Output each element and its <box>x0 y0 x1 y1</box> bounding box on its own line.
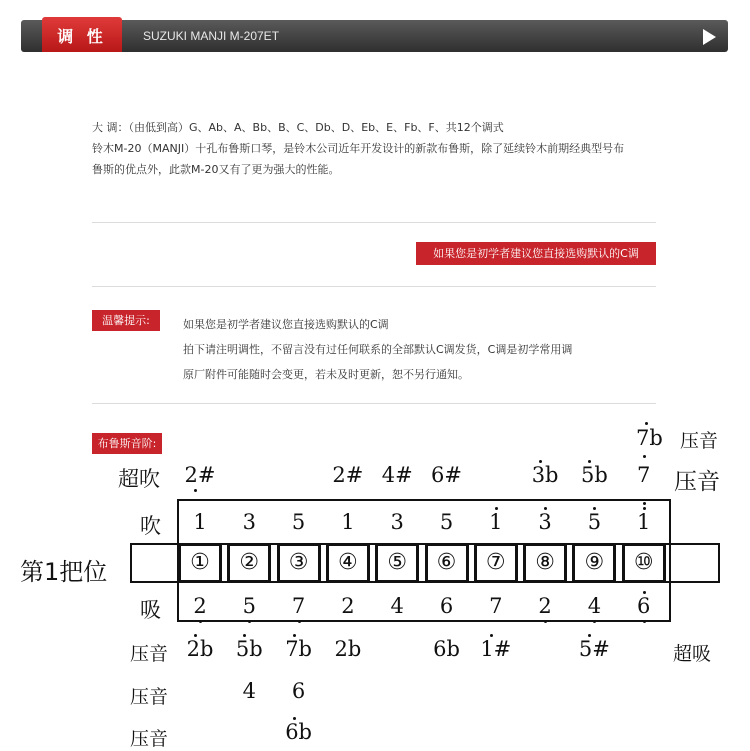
draw-note: 2 <box>341 594 355 618</box>
blow-note: 1 <box>341 510 355 534</box>
overblow-note: 5b <box>580 463 608 487</box>
draw-label: 吸 <box>140 598 161 622</box>
overblow-note: 6# <box>431 463 462 487</box>
hole-number: ⑥ <box>436 550 457 575</box>
note-dot <box>643 507 646 510</box>
blow-note: 1 <box>489 510 503 534</box>
draw-note: 2 <box>193 594 207 618</box>
draw-note: 6 <box>637 594 651 618</box>
divider <box>92 286 656 287</box>
hole-number: ① <box>190 550 210 575</box>
blues-scale-label: 布鲁斯音阶: <box>92 433 162 454</box>
divider <box>92 403 656 404</box>
hole-number: ⑤ <box>387 550 408 575</box>
play-icon[interactable] <box>703 29 716 45</box>
overdraw-label: 超吸 <box>673 643 712 665</box>
note-dot <box>293 717 296 720</box>
hole-9 <box>572 543 616 583</box>
bend1-note: 2b <box>186 637 214 661</box>
blow-note: 5 <box>291 510 306 534</box>
note-dot <box>490 634 493 637</box>
tip-line-3: 原厂附件可能随时会变更，若未及时更新，恕不另行通知。 <box>183 368 469 381</box>
note-dot <box>645 422 648 425</box>
bend1-note: 1# <box>480 637 512 661</box>
draw-note: 2 <box>538 594 552 618</box>
note-dot <box>643 502 646 505</box>
bend-label-3: 压音 <box>130 728 169 750</box>
blow-note: 3 <box>242 510 256 534</box>
bend-label-2: 压音 <box>130 686 169 708</box>
tip-line-1: 如果您是初学者建议您直接选购默认的C调 <box>183 318 389 331</box>
hole-number: ⑧ <box>535 550 555 575</box>
note-dot <box>593 620 596 623</box>
hole-3 <box>277 543 321 583</box>
intro-line-1: 大 调：（由低到高）G、Ab、A、Bb、B、C、Db、D、Eb、E、Fb、F、共12个调式 <box>92 121 504 134</box>
hole-2 <box>227 543 271 583</box>
bend1-note: 5# <box>578 637 610 661</box>
blow-note: 5 <box>439 510 454 534</box>
hole-10 <box>622 543 666 583</box>
hole-7 <box>474 543 518 583</box>
note-dot <box>298 620 301 623</box>
overblow-label: 超吹 <box>118 467 160 491</box>
tip-line-2: 拍下请注明调性，不留言没有过任何联系的全部默认C调发货，C调是初学常用调 <box>183 343 573 356</box>
hole-4 <box>326 543 370 583</box>
hole-number: ② <box>239 550 260 575</box>
note-dot <box>643 591 646 594</box>
tip-label: 温馨提示: <box>92 310 160 331</box>
draw-note: 4 <box>390 594 404 618</box>
note-dot <box>544 620 547 623</box>
intro-line-3: 鲁斯的优点外，此款M-20又有了更为强大的性能。 <box>92 163 340 176</box>
note-dot <box>293 634 296 637</box>
intro-line-2: 铃木M-20（MANJI）十孔布鲁斯口琴，是铃木公司近年开发设计的新款布鲁斯，除了延续铃木前期经典型号布 <box>92 142 625 155</box>
hole-number: ③ <box>288 550 309 575</box>
overblow-note: 3b <box>531 463 559 487</box>
note-dot <box>248 620 251 623</box>
top-bend-label: 压音 <box>680 430 719 452</box>
top-bend-note: 7b <box>636 426 663 450</box>
overblow-note: 4# <box>381 463 413 487</box>
hole-1 <box>178 543 222 583</box>
draw-note: 5 <box>242 594 256 618</box>
note-dot <box>495 507 498 510</box>
overblow-note: 2# <box>184 463 216 487</box>
recommend-button[interactable]: 如果您是初学者建议您直接选购默认的C调 <box>416 242 656 265</box>
hole-number: ⑩ <box>633 550 654 575</box>
bend1-note: 6b <box>433 637 460 661</box>
position-label: 第1把位 <box>20 558 108 586</box>
hole-number: ⑨ <box>584 550 605 575</box>
bend1-note: 7b <box>285 637 312 661</box>
draw-note: 7 <box>489 594 503 618</box>
note-dot <box>199 620 202 623</box>
header-tab-label: 调 性 <box>57 27 107 46</box>
note-dot <box>194 489 197 492</box>
bend1-note: 2b <box>334 637 362 661</box>
overblow-note: 7 <box>637 463 651 487</box>
bend1-note: 5b <box>235 637 263 661</box>
blow-note: 5 <box>587 510 602 534</box>
bend2-note: 4 <box>242 679 256 703</box>
header-bar <box>21 20 728 52</box>
note-dot <box>643 455 646 458</box>
blow-note: 3 <box>538 510 552 534</box>
header-title: SUZUKI MANJI M-207ET <box>143 29 280 43</box>
blow-label: 吹 <box>140 514 161 538</box>
hole-8 <box>523 543 567 583</box>
draw-note: 7 <box>291 594 306 618</box>
blow-note: 1 <box>637 510 651 534</box>
overblow-bend-label: 压音 <box>674 469 720 495</box>
blow-note: 3 <box>390 510 404 534</box>
hole-number: ④ <box>338 550 358 575</box>
bend-label-1: 压音 <box>130 643 169 665</box>
overblow-note: 2# <box>332 463 364 487</box>
note-dot <box>194 634 197 637</box>
bend2-note: 6 <box>291 679 306 703</box>
divider <box>92 222 656 223</box>
draw-note: 4 <box>587 594 602 618</box>
bend3-note: 6b <box>285 720 312 744</box>
hole-number: ⑦ <box>485 550 506 575</box>
hole-6 <box>425 543 469 583</box>
blow-note: 1 <box>193 510 207 534</box>
note-dot <box>643 620 646 623</box>
draw-note: 6 <box>439 594 454 618</box>
hole-5 <box>375 543 419 583</box>
